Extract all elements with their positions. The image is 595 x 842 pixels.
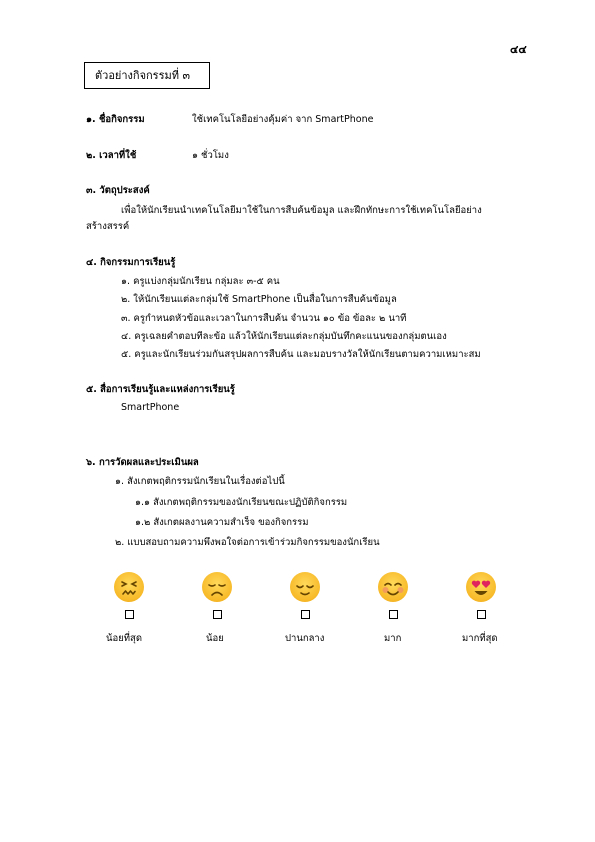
rating-label: มาก <box>384 633 402 644</box>
duration-value: ๑ ชั่วโมง <box>192 150 229 161</box>
learning-activity-item: ๔. ครูเฉลยคำตอบทีละข้อ แล้วให้นักเรียนแต่ละกลุ่มบันทึกคะแนนของกลุ่มตนเอง <box>121 331 447 342</box>
learning-activity-item: ๓. ครูกำหนดหัวข้อและเวลาในการสืบค้น จำนวน ๑๐ ข้อ ข้อละ ๒ นาที <box>121 313 407 324</box>
disappointed-face-icon <box>202 572 232 602</box>
rating-label: มากที่สุด <box>462 633 498 644</box>
rating-checkbox[interactable] <box>389 610 398 619</box>
objectives-label: ๓. วัตถุประสงค์ <box>86 185 150 196</box>
rating-checkbox[interactable] <box>125 610 134 619</box>
smiling-face-icon <box>378 572 408 602</box>
evaluation-label: ๖. การวัดผลและประเมินผล <box>86 457 199 468</box>
evaluation-sub-1: ๑. สังเกตพฤติกรรมนักเรียนในเรื่องต่อไปนี้ <box>115 476 285 487</box>
heart-eyes-face-icon <box>466 572 496 602</box>
evaluation-sub-1-item: ๑.๑ สังเกตพฤติกรรมของนักเรียนขณะปฏิบัติกิจกรรม <box>135 497 348 508</box>
learning-activity-item: ๑. ครูแบ่งกลุ่มนักเรียน กลุ่มละ ๓-๕ คน <box>121 276 280 287</box>
rating-checkbox[interactable] <box>301 610 310 619</box>
objectives-line-1: เพื่อให้นักเรียนนำเทคโนโลยีมาใช้ในการสืบค้นข้อมูล และฝึกทักษะการใช้เทคโนโลยีอย่าง <box>121 205 482 216</box>
evaluation-sub-1-item: ๑.๒ สังเกตผลงานความสำเร็จ ของกิจกรรม <box>135 517 309 528</box>
confounded-face-icon <box>114 572 144 602</box>
evaluation-sub-2: ๒. แบบสอบถามความพึงพอใจต่อการเข้าร่วมกิจกรรมของนักเรียน <box>115 537 380 548</box>
rating-label: น้อย <box>206 633 224 644</box>
activity-title-box <box>84 62 210 89</box>
rating-label: น้อยที่สุด <box>106 633 142 644</box>
relieved-face-icon <box>290 572 320 602</box>
learning-activity-item: ๕. ครูและนักเรียนร่วมกันสรุปผลการสืบค้น และมอบรางวัลให้นักเรียนตามความเหมาะสม <box>121 349 481 360</box>
learning-media-value: SmartPhone <box>121 402 180 413</box>
activity-title: ตัวอย่างกิจกรรมที่ ๓ <box>95 69 191 82</box>
learning-activities-label: ๔. กิจกรรมการเรียนรู้ <box>86 257 176 268</box>
learning-activity-item: ๒. ให้นักเรียนแต่ละกลุ่มใช้ SmartPhone เป็นสื่อในการสืบค้นข้อมูล <box>121 294 397 305</box>
objectives-line-2: สร้างสรรค์ <box>86 221 130 232</box>
rating-checkbox[interactable] <box>477 610 486 619</box>
activity-name-label: ๑. ชื่อกิจกรรม <box>86 114 145 125</box>
rating-checkbox[interactable] <box>213 610 222 619</box>
activity-name-value: ใช้เทคโนโลยีอย่างคุ้มค่า จาก SmartPhone <box>192 114 374 125</box>
learning-media-label: ๕. สื่อการเรียนรู้และแหล่งการเรียนรู้ <box>86 384 235 395</box>
page-number: ๔๔ <box>510 43 527 56</box>
duration-label: ๒. เวลาที่ใช้ <box>86 150 137 161</box>
rating-label: ปานกลาง <box>285 633 325 644</box>
